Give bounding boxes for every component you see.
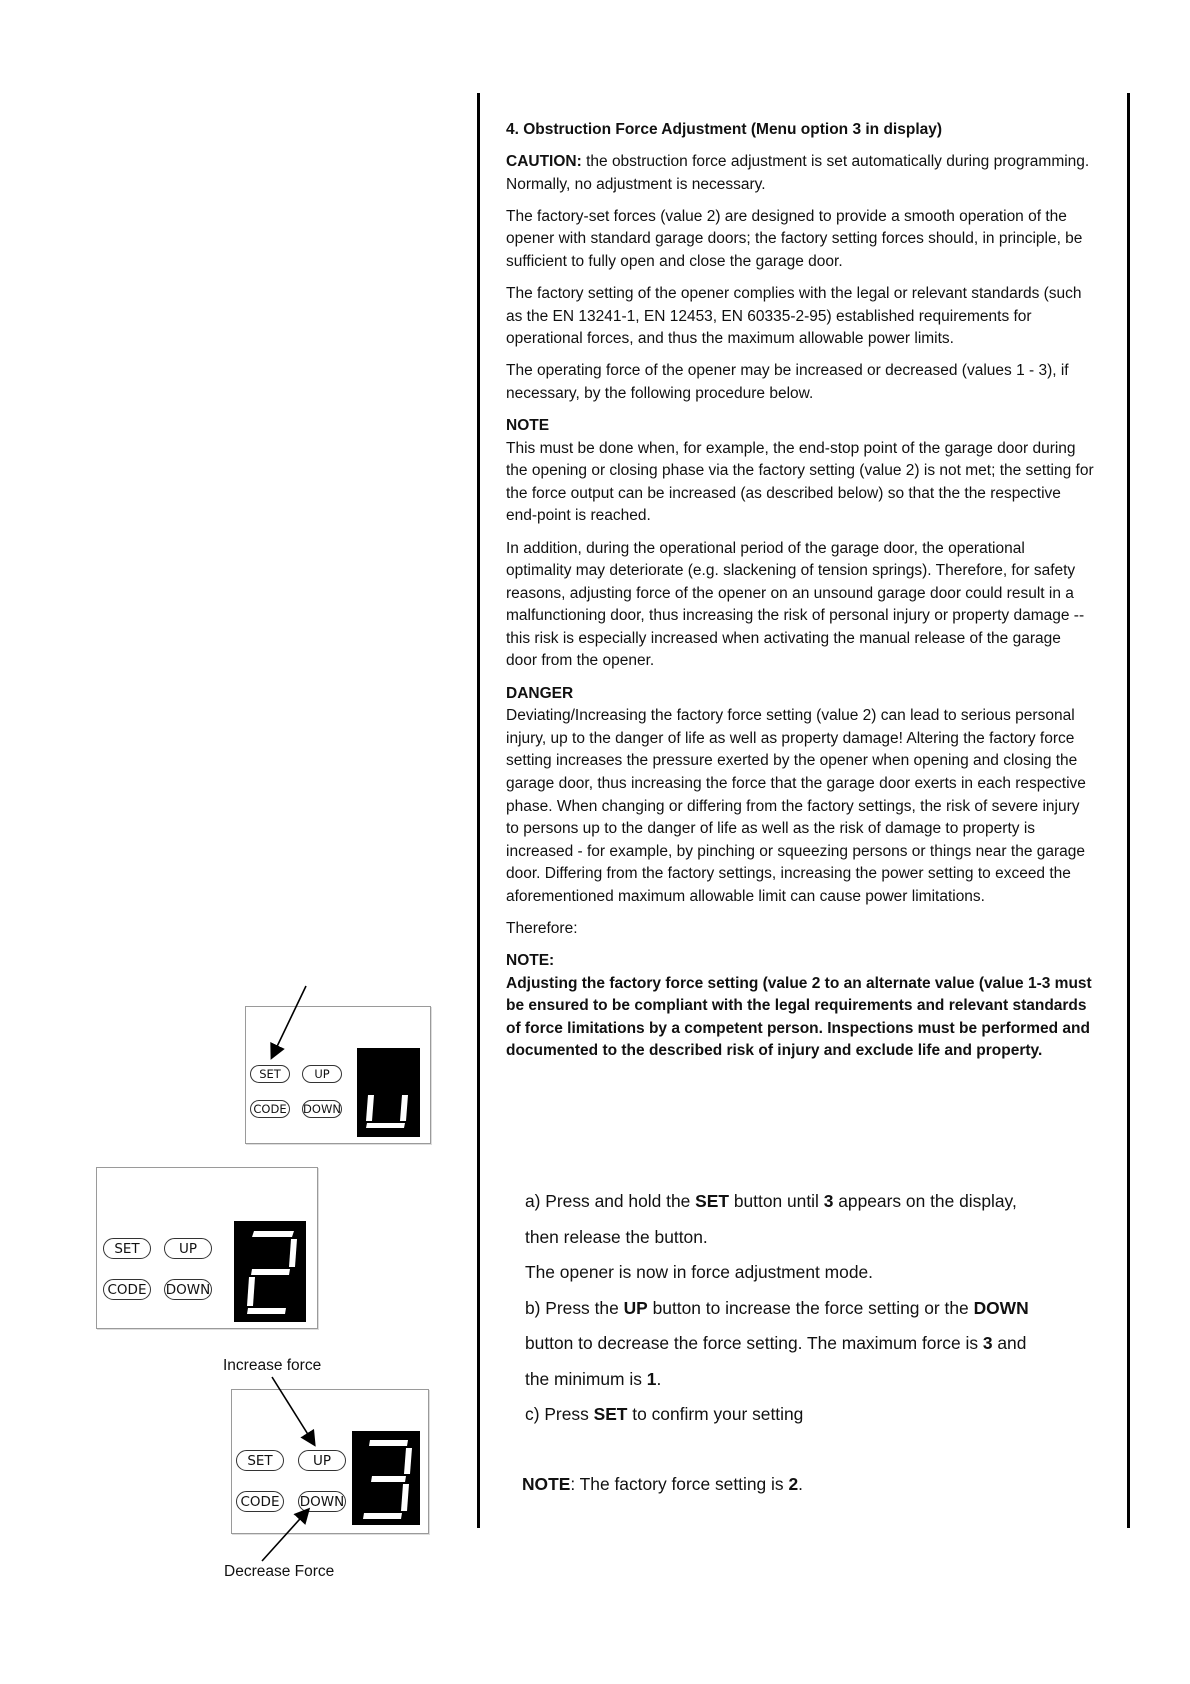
therefore-text: Therefore: bbox=[506, 920, 578, 937]
code-button[interactable]: CODE bbox=[250, 1100, 290, 1118]
operating-force-paragraph: The operating force of the opener may be increased or decreased (values 1 - 3), if necessary, by the following procedure below. bbox=[506, 362, 1069, 402]
step-a-line-2: then release the button. bbox=[525, 1226, 708, 1247]
caution-label: CAUTION: bbox=[506, 153, 582, 171]
down-button[interactable]: DOWN bbox=[298, 1491, 346, 1512]
control-panel-1 bbox=[245, 1006, 431, 1144]
set-button[interactable]: SET bbox=[250, 1065, 290, 1083]
decrease-force-label: Decrease Force bbox=[224, 1563, 335, 1580]
code-button[interactable]: CODE bbox=[103, 1279, 151, 1300]
digit-2-glyph bbox=[234, 1221, 306, 1322]
seven-segment-display bbox=[234, 1221, 306, 1322]
procedure-steps bbox=[525, 1184, 1105, 1433]
digit-3-glyph bbox=[352, 1431, 420, 1525]
note-heading: NOTE bbox=[506, 417, 550, 435]
up-button[interactable]: UP bbox=[164, 1238, 212, 1259]
increase-force-label: Increase force bbox=[223, 1357, 322, 1374]
set-button[interactable]: SET bbox=[103, 1238, 151, 1259]
note2-heading: NOTE: bbox=[506, 952, 555, 970]
step-c-line-1: c) Press SET to confirm your setting bbox=[525, 1404, 804, 1424]
divider-left bbox=[477, 93, 480, 1528]
note2-paragraph: Adjusting the factory force setting (value 2 to an alternate value (value 1-3 must be ensured to be compliant with the legal requirements and relevant standards of force limitations by a competent person. Inspections must be performed and documented to the described risk of injury and exclude life and property. bbox=[506, 974, 1092, 1060]
instructions-column bbox=[506, 119, 1094, 1073]
step-b-line-2: button to decrease the force setting. The maximum force is 3 and bbox=[525, 1333, 1027, 1353]
step-a-line-1: a) Press and hold the SET button until 3 appears on the display, bbox=[525, 1191, 1017, 1211]
set-button[interactable]: SET bbox=[236, 1450, 284, 1471]
section-title: 4. Obstruction Force Adjustment (Menu option 3 in display) bbox=[506, 121, 943, 138]
danger-heading: DANGER bbox=[506, 684, 574, 702]
caution-paragraph bbox=[506, 151, 1094, 196]
step-a-line-3: The opener is now in force adjustment mode. bbox=[525, 1262, 873, 1282]
step-b-line-1: b) Press the UP button to increase the force setting or the DOWN bbox=[525, 1297, 1029, 1318]
control-panel-3 bbox=[231, 1389, 429, 1534]
final-note: NOTE: The factory force setting is 2. bbox=[522, 1474, 803, 1494]
down-button[interactable]: DOWN bbox=[164, 1279, 212, 1300]
note-paragraph: This must be done when, for example, the end-stop point of the garage door during the opening or closing phase via the factory setting (value 2) is not met; the setting for the force output can be increased (as described below) so that the the respective end-point is reached. bbox=[506, 439, 1094, 525]
factory-forces-paragraph: The factory-set forces (value 2) are designed to provide a smooth operation of the opener with standard garage doors; the factory setting forces should, in principle, be sufficient to fully open and close the garage door. bbox=[506, 207, 1083, 270]
addition-paragraph: In addition, during the operational period of the garage door, the operational optimality may deteriorate (e.g. slackening of tension springs). Therefore, for safety reasons, adjusting force of the opener on an unsound garage door could result in a malfunctioning door, thus increasing the risk of personal injury or property damage -- this risk is especially increased when activating the manual release of the garage door from the opener. bbox=[506, 539, 1085, 670]
up-button[interactable]: UP bbox=[302, 1065, 342, 1083]
danger-paragraph: Deviating/Increasing the factory force setting (value 2) can lead to serious personal injury, up to the danger of life as well as property damage! Altering the factory force setting increases the pressure exerted by the opener when opening and closing the garage door, thus increasing the force that the garage door exerts in each respective phase. When changing or differing from the factory settings, the risk of severe injury to persons up to the danger of life as well as the risk of damage to property is increased - for example, by pinching or squeezing persons or things near the garage door. Differing from the factory settings, increasing the power setting to exceed the aforementioned maximum allowable limit can cause power limitations. bbox=[506, 707, 1086, 905]
digit-u-glyph bbox=[357, 1048, 420, 1137]
caution-text: the obstruction force adjustment is set automatically during programming. Normally, no adjustment is necessary. bbox=[506, 153, 1090, 193]
code-button[interactable]: CODE bbox=[236, 1491, 284, 1512]
down-button[interactable]: DOWN bbox=[303, 1102, 341, 1116]
divider-right bbox=[1127, 93, 1130, 1528]
up-button[interactable]: UP bbox=[298, 1450, 346, 1471]
control-panel-2 bbox=[96, 1167, 318, 1329]
step-b-line-3: the minimum is 1. bbox=[525, 1368, 662, 1389]
standards-paragraph: The factory setting of the opener complies with the legal or relevant standards (such as the EN 13241-1, EN 12453, EN 60335-2-95) established requirements for operational forces, and thus the maximum allowable power limits. bbox=[506, 285, 1082, 348]
seven-segment-display bbox=[352, 1431, 420, 1525]
seven-segment-display bbox=[357, 1048, 420, 1137]
